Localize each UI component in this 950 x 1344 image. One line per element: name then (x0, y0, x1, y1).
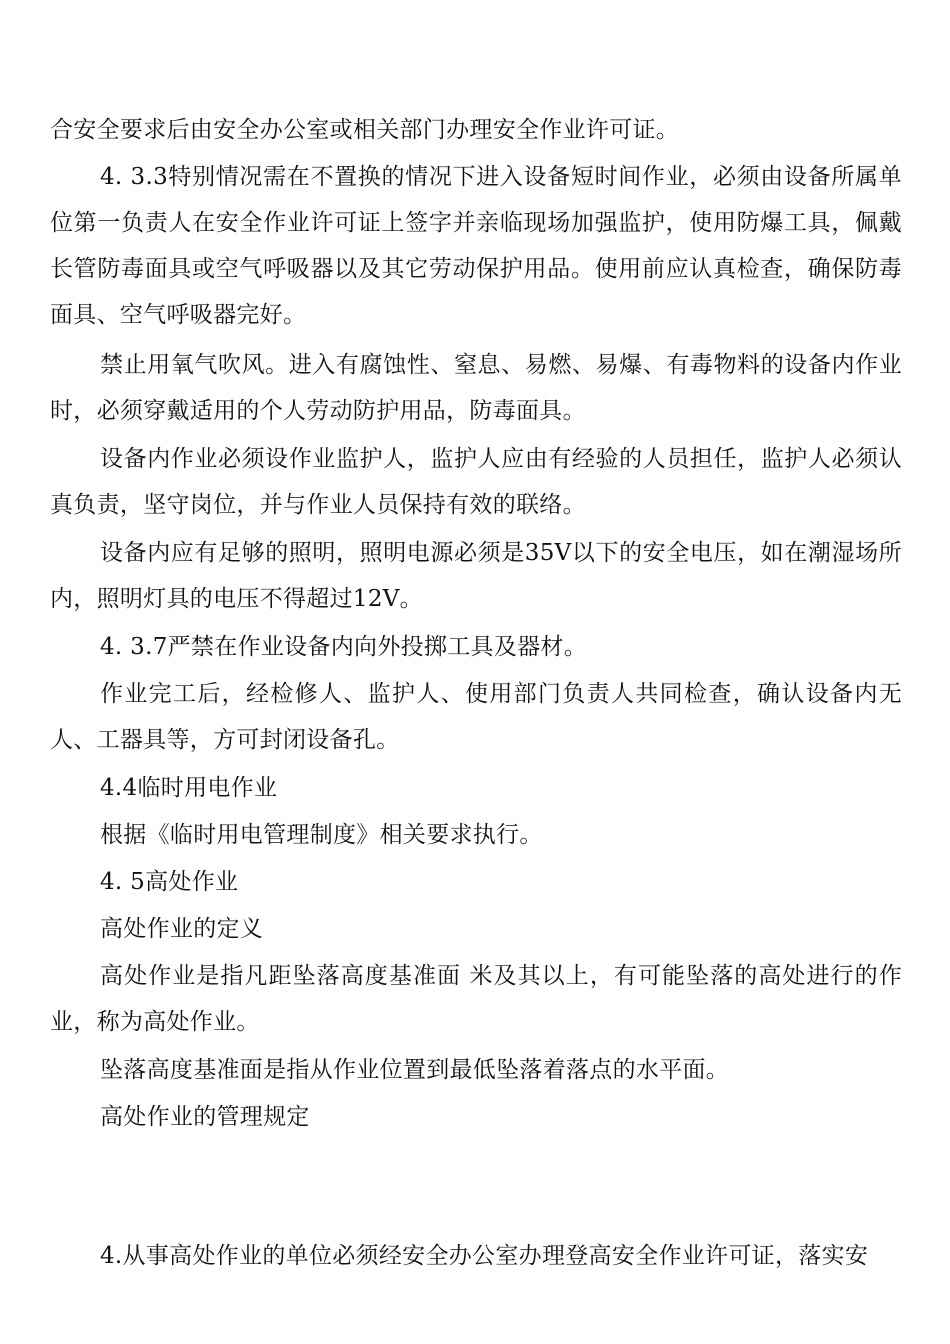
paragraph-10: 坠落高度基准面是指从作业位置到最低坠落着落点的水平面。 (100, 1057, 730, 1083)
subheading-regulations: 高处作业的管理规定 (100, 1104, 310, 1130)
paragraph-8: 根据《临时用电管理制度》相关要求执行。 (100, 822, 543, 848)
paragraph-3: 禁止用氧气吹风。进入有腐蚀性、窒息、易燃、易爆、有毒物料的设备内作业时，必须穿戴适用的个人劳动防护用品，防毒面具。 (50, 352, 902, 424)
paragraph-2: 4. 3.3特别情况需在不置换的情况下进入设备短时间作业，必须由设备所属单位第一负责人在安全作业许可证上签字并亲临现场加强监护，使用防爆工具，佩戴长管防毒面具或空气呼吸器以及其它劳动保护用品。使用前应认真检查，确保防毒面具、空气呼吸器完好。 (50, 164, 902, 328)
paragraph-7: 作业完工后，经检修人、监护人、使用部门负责人共同检查，确认设备内无人、工器具等，方可封闭设备孔。 (50, 681, 902, 753)
paragraph-9: 高处作业是指凡距坠落高度基准面 米及其以上，有可能坠落的高处进行的作业，称为高处作业。 (50, 963, 902, 1035)
paragraph-5: 设备内应有足够的照明，照明电源必须是35V以下的安全电压，如在潮湿场所内，照明灯具的电压不得超过12V。 (50, 540, 902, 612)
paragraph-6: 4. 3.7严禁在作业设备内向外投掷工具及器材。 (100, 634, 588, 660)
paragraph-1: 合安全要求后由安全办公室或相关部门办理安全作业许可证。 (50, 117, 680, 143)
section-heading-4-5: 4. 5高处作业 (100, 869, 239, 895)
subheading-definition: 高处作业的定义 (100, 916, 264, 942)
section-heading-4-4: 4.4临时用电作业 (100, 775, 278, 801)
paragraph-11: 4.从事高处作业的单位必须经安全办公室办理登高安全作业许可证，落实安 (100, 1243, 869, 1269)
paragraph-4: 设备内作业必须设作业监护人，监护人应由有经验的人员担任，监护人必须认真负责，坚守岗位，并与作业人员保持有效的联络。 (50, 446, 902, 518)
